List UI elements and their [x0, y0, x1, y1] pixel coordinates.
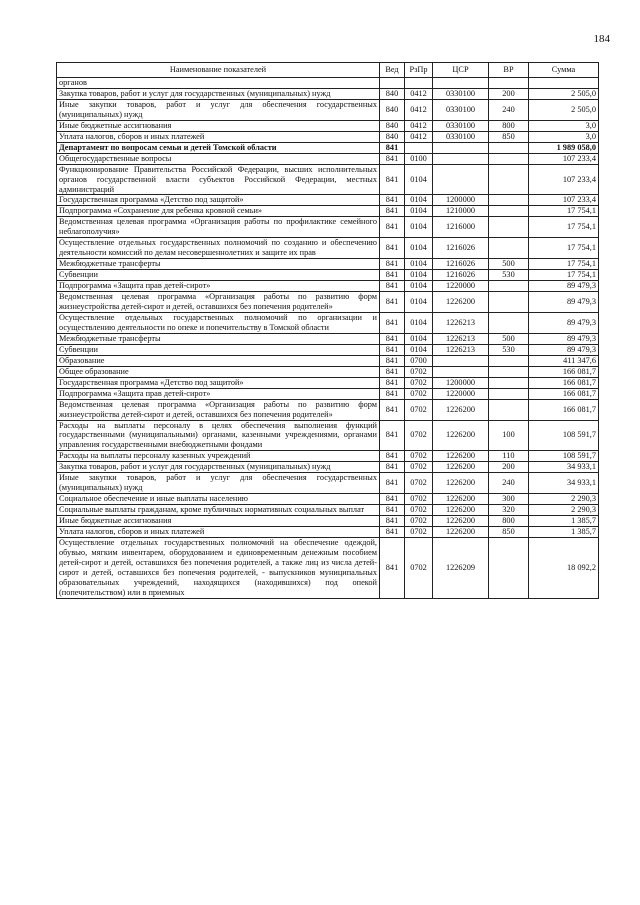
- cell-rzpr: 0700: [405, 355, 433, 366]
- table-row: [57, 505, 599, 516]
- page-number: 184: [593, 33, 610, 45]
- cell-sum: 1 989 058,0: [529, 142, 599, 153]
- cell-vr: [489, 355, 529, 366]
- cell-rzpr: 0702: [405, 494, 433, 505]
- cell-csr: 1226200: [433, 505, 489, 516]
- cell-sum: 166 081,7: [529, 388, 599, 399]
- cell-rzpr: 0412: [405, 88, 433, 99]
- cell-sum: 2 505,0: [529, 88, 599, 99]
- cell-ved: 841: [380, 462, 405, 473]
- cell-ved: 841: [380, 451, 405, 462]
- cell-csr: [433, 153, 489, 164]
- cell-ved: 841: [380, 333, 405, 344]
- table-row: [57, 473, 599, 494]
- header-sum: Сумма: [529, 63, 599, 78]
- cell-sum: 17 754,1: [529, 206, 599, 217]
- cell-name: Подпрограмма «Защита прав детей-сирот»: [57, 281, 380, 292]
- cell-vr: 800: [489, 516, 529, 527]
- table-row: [57, 451, 599, 462]
- cell-name: Субвенции: [57, 270, 380, 281]
- cell-sum: 89 479,3: [529, 312, 599, 333]
- cell-ved: 841: [380, 537, 405, 598]
- cell-csr: 0330100: [433, 120, 489, 131]
- cell-rzpr: 0412: [405, 131, 433, 142]
- table-row: [57, 281, 599, 292]
- cell-ved: 841: [380, 516, 405, 527]
- cell-csr: 1220000: [433, 388, 489, 399]
- header-csr: ЦСР: [433, 63, 489, 78]
- cell-name-text: Осуществление отдельных государственных полномочий на обеспечение одеждой, обувью, мягким инвентарем, оборудованием и единовременным денежным пособием детей-сирот и детей, оставшихся без попечения родителей, а также лиц из числа детей-сирот и детей, оставшихся без попечения родителей, - выпускников муниципальных образовательных учреждений, находящихся (находившихся) под опекой (попечительством) или в приемных: [59, 537, 377, 597]
- cell-csr: [433, 366, 489, 377]
- cell-sum: 18 092,2: [529, 537, 599, 598]
- cell-sum: 108 591,7: [529, 451, 599, 462]
- cell-vr: [489, 78, 529, 89]
- cell-rzpr: 0104: [405, 281, 433, 292]
- cell-vr: 530: [489, 344, 529, 355]
- cell-vr: 300: [489, 494, 529, 505]
- cell-rzpr: 0702: [405, 388, 433, 399]
- cell-ved: 841: [380, 377, 405, 388]
- table-header-row: [57, 63, 599, 78]
- cell-ved: 841: [380, 355, 405, 366]
- cell-sum: 2 290,3: [529, 505, 599, 516]
- cell-rzpr: 0104: [405, 259, 433, 270]
- cell-csr: 0330100: [433, 131, 489, 142]
- cell-sum: 17 754,1: [529, 259, 599, 270]
- cell-name: Общее образование: [57, 366, 380, 377]
- cell-sum: 34 933,1: [529, 473, 599, 494]
- cell-rzpr: 0702: [405, 451, 433, 462]
- cell-name: Департамент по вопросам семьи и детей Томской области: [57, 142, 380, 153]
- cell-vr: [489, 142, 529, 153]
- cell-rzpr: 0702: [405, 420, 433, 451]
- cell-sum: 17 754,1: [529, 270, 599, 281]
- cell-ved: 841: [380, 238, 405, 259]
- cell-sum: 17 754,1: [529, 217, 599, 238]
- cell-name: Образование: [57, 355, 380, 366]
- cell-vr: 200: [489, 88, 529, 99]
- cell-rzpr: 0412: [405, 120, 433, 131]
- table-row: [57, 377, 599, 388]
- cell-ved: 840: [380, 88, 405, 99]
- cell-csr: 1216026: [433, 270, 489, 281]
- cell-ved: 841: [380, 505, 405, 516]
- table-row: [57, 292, 599, 313]
- cell-name: Иные бюджетные ассигнования: [57, 516, 380, 527]
- cell-vr: [489, 366, 529, 377]
- cell-vr: 320: [489, 505, 529, 516]
- cell-csr: 0330100: [433, 88, 489, 99]
- cell-ved: 841: [380, 270, 405, 281]
- cell-csr: [433, 78, 489, 89]
- cell-name: Иные закупки товаров, работ и услуг для обеспечения государственных (муниципальных) нужд: [57, 99, 380, 120]
- cell-csr: 1226200: [433, 292, 489, 313]
- cell-rzpr: 0104: [405, 217, 433, 238]
- table-row: [57, 388, 599, 399]
- cell-rzpr: [405, 78, 433, 89]
- table-row: [57, 312, 599, 333]
- cell-ved: 841: [380, 366, 405, 377]
- cell-vr: [489, 377, 529, 388]
- cell-rzpr: 0104: [405, 238, 433, 259]
- cell-csr: [433, 142, 489, 153]
- cell-csr: 1216026: [433, 259, 489, 270]
- cell-csr: 1226200: [433, 399, 489, 420]
- cell-name: Уплата налогов, сборов и иных платежей: [57, 131, 380, 142]
- table-row: [57, 164, 599, 195]
- cell-sum: 34 933,1: [529, 462, 599, 473]
- cell-name: органов: [57, 78, 380, 89]
- cell-vr: [489, 281, 529, 292]
- cell-vr: [489, 217, 529, 238]
- cell-rzpr: 0104: [405, 292, 433, 313]
- cell-rzpr: 0104: [405, 344, 433, 355]
- cell-sum: 3,0: [529, 120, 599, 131]
- cell-vr: 200: [489, 462, 529, 473]
- cell-ved: 841: [380, 153, 405, 164]
- cell-vr: 110: [489, 451, 529, 462]
- cell-sum: 107 233,4: [529, 164, 599, 195]
- cell-vr: [489, 153, 529, 164]
- cell-vr: [489, 388, 529, 399]
- cell-rzpr: 0702: [405, 366, 433, 377]
- cell-rzpr: 0104: [405, 312, 433, 333]
- cell-sum: 1 385,7: [529, 527, 599, 538]
- cell-sum: 108 591,7: [529, 420, 599, 451]
- table-row: [57, 537, 599, 598]
- table-row: [57, 527, 599, 538]
- table-row: [57, 120, 599, 131]
- cell-name: Иные закупки товаров, работ и услуг для обеспечения государственных (муниципальных) нужд: [57, 473, 380, 494]
- cell-name: Функционирование Правительства Российской Федерации, высших исполнительных органов государственной власти субъектов Российской Федерации, местных администраций: [57, 164, 380, 195]
- cell-sum: 1 385,7: [529, 516, 599, 527]
- cell-rzpr: 0702: [405, 473, 433, 494]
- table-row: [57, 238, 599, 259]
- cell-csr: 1226200: [433, 494, 489, 505]
- cell-name: Ведомственная целевая программа «Организация работы по развитию форм жизнеустройства детей-сирот и детей, оставшихся без попечения родителей»: [57, 399, 380, 420]
- budget-table: [56, 62, 599, 599]
- cell-name: Субвенции: [57, 344, 380, 355]
- cell-vr: 240: [489, 99, 529, 120]
- cell-ved: 841: [380, 388, 405, 399]
- cell-name: [57, 537, 380, 598]
- cell-ved: 840: [380, 99, 405, 120]
- cell-vr: [489, 238, 529, 259]
- cell-name: Межбюджетные трансферты: [57, 259, 380, 270]
- cell-csr: 1226200: [433, 462, 489, 473]
- cell-ved: 841: [380, 344, 405, 355]
- cell-ved: 841: [380, 217, 405, 238]
- cell-ved: 841: [380, 206, 405, 217]
- cell-csr: 1226200: [433, 516, 489, 527]
- table-row: [57, 494, 599, 505]
- table-row: [57, 355, 599, 366]
- cell-name: Государственная программа «Детство под защитой»: [57, 195, 380, 206]
- cell-vr: [489, 537, 529, 598]
- cell-ved: 841: [380, 494, 405, 505]
- cell-sum: 166 081,7: [529, 377, 599, 388]
- cell-name: Расходы на выплаты персоналу казенных учреждений: [57, 451, 380, 462]
- cell-ved: 841: [380, 259, 405, 270]
- cell-vr: [489, 195, 529, 206]
- cell-rzpr: 0100: [405, 153, 433, 164]
- cell-vr: [489, 206, 529, 217]
- cell-vr: [489, 164, 529, 195]
- table-row: [57, 333, 599, 344]
- table-row: [57, 195, 599, 206]
- table-row: [57, 366, 599, 377]
- cell-vr: [489, 292, 529, 313]
- cell-rzpr: 0104: [405, 164, 433, 195]
- cell-csr: 1226200: [433, 420, 489, 451]
- cell-vr: 500: [489, 259, 529, 270]
- cell-name: Подпрограмма «Защита прав детей-сирот»: [57, 388, 380, 399]
- cell-csr: 1216026: [433, 238, 489, 259]
- table-row: [57, 399, 599, 420]
- cell-sum: 3,0: [529, 131, 599, 142]
- cell-rzpr: 0702: [405, 527, 433, 538]
- table-row: [57, 88, 599, 99]
- cell-name: Уплата налогов, сборов и иных платежей: [57, 527, 380, 538]
- table-row: [57, 420, 599, 451]
- cell-vr: 530: [489, 270, 529, 281]
- cell-csr: [433, 355, 489, 366]
- cell-csr: 1226200: [433, 451, 489, 462]
- cell-csr: 1226213: [433, 333, 489, 344]
- cell-sum: 89 479,3: [529, 333, 599, 344]
- cell-sum: 2 505,0: [529, 99, 599, 120]
- table-row: [57, 217, 599, 238]
- cell-vr: 800: [489, 120, 529, 131]
- cell-sum: 17 754,1: [529, 238, 599, 259]
- cell-ved: [380, 78, 405, 89]
- cell-sum: 89 479,3: [529, 292, 599, 313]
- header-name: Наименование показателей: [57, 63, 380, 78]
- cell-ved: 841: [380, 473, 405, 494]
- cell-name: Социальные выплаты гражданам, кроме публичных нормативных социальных выплат: [57, 505, 380, 516]
- table-row: [57, 78, 599, 89]
- cell-ved: 841: [380, 312, 405, 333]
- cell-rzpr: 0702: [405, 399, 433, 420]
- cell-rzpr: [405, 142, 433, 153]
- cell-rzpr: 0104: [405, 206, 433, 217]
- cell-ved: 841: [380, 164, 405, 195]
- cell-csr: 1226200: [433, 473, 489, 494]
- cell-ved: 841: [380, 292, 405, 313]
- table-row: [57, 344, 599, 355]
- cell-name: Государственная программа «Детство под защитой»: [57, 377, 380, 388]
- cell-csr: 1200000: [433, 377, 489, 388]
- cell-sum: 89 479,3: [529, 344, 599, 355]
- cell-rzpr: 0104: [405, 270, 433, 281]
- cell-sum: 166 081,7: [529, 366, 599, 377]
- cell-ved: 841: [380, 195, 405, 206]
- cell-name: Расходы на выплаты персоналу в целях обеспечения выполнения функций государственными (муниципальными) органами, казенными учреждениями, органами управления государственными внебюджетными фондами: [57, 420, 380, 451]
- cell-name: Осуществление отдельных государственных полномочий по организации и осуществлению деятельности по опеке и попечительству в Томской области: [57, 312, 380, 333]
- cell-vr: 500: [489, 333, 529, 344]
- cell-rzpr: 0412: [405, 99, 433, 120]
- cell-sum: 107 233,4: [529, 195, 599, 206]
- cell-vr: 240: [489, 473, 529, 494]
- cell-sum: 89 479,3: [529, 281, 599, 292]
- header-vr: ВР: [489, 63, 529, 78]
- cell-sum: 411 347,6: [529, 355, 599, 366]
- cell-rzpr: 0702: [405, 505, 433, 516]
- cell-name: Осуществление отдельных государственных полномочий по созданию и обеспечению деятельности комиссий по делам несовершеннолетних и защите их прав: [57, 238, 380, 259]
- cell-name: Межбюджетные трансферты: [57, 333, 380, 344]
- cell-rzpr: 0104: [405, 333, 433, 344]
- cell-csr: 1226200: [433, 527, 489, 538]
- cell-rzpr: 0702: [405, 537, 433, 598]
- cell-ved: 841: [380, 399, 405, 420]
- cell-name: Закупка товаров, работ и услуг для государственных (муниципальных) нужд: [57, 462, 380, 473]
- cell-ved: 840: [380, 131, 405, 142]
- cell-ved: 841: [380, 527, 405, 538]
- cell-csr: 1226213: [433, 344, 489, 355]
- cell-rzpr: 0702: [405, 462, 433, 473]
- cell-ved: 841: [380, 420, 405, 451]
- cell-ved: 840: [380, 120, 405, 131]
- cell-vr: 850: [489, 527, 529, 538]
- cell-csr: [433, 164, 489, 195]
- table-row: [57, 153, 599, 164]
- table-row: [57, 270, 599, 281]
- cell-vr: [489, 312, 529, 333]
- cell-vr: [489, 399, 529, 420]
- cell-csr: 1226213: [433, 312, 489, 333]
- cell-csr: 1210000: [433, 206, 489, 217]
- header-ved: Вед: [380, 63, 405, 78]
- cell-sum: [529, 78, 599, 89]
- cell-name: Подпрограмма «Сохранение для ребенка кровной семьи»: [57, 206, 380, 217]
- table-row: [57, 99, 599, 120]
- cell-sum: 166 081,7: [529, 399, 599, 420]
- cell-rzpr: 0104: [405, 195, 433, 206]
- header-rzpr: РзПр: [405, 63, 433, 78]
- cell-ved: 841: [380, 281, 405, 292]
- cell-csr: 1216000: [433, 217, 489, 238]
- table-row: [57, 142, 599, 153]
- cell-sum: 2 290,3: [529, 494, 599, 505]
- cell-rzpr: 0702: [405, 377, 433, 388]
- cell-ved: 841: [380, 142, 405, 153]
- cell-vr: 850: [489, 131, 529, 142]
- cell-name: Иные бюджетные ассигнования: [57, 120, 380, 131]
- cell-name: Социальное обеспечение и иные выплаты населению: [57, 494, 380, 505]
- table-row: [57, 131, 599, 142]
- table-row: [57, 259, 599, 270]
- cell-csr: 0330100: [433, 99, 489, 120]
- cell-vr: 100: [489, 420, 529, 451]
- cell-name: Общегосударственные вопросы: [57, 153, 380, 164]
- cell-sum: 107 233,4: [529, 153, 599, 164]
- cell-csr: 1200000: [433, 195, 489, 206]
- table-row: [57, 516, 599, 527]
- cell-csr: 1226209: [433, 537, 489, 598]
- cell-name: Ведомственная целевая программа «Организация работы по профилактике семейного неблагополучия»: [57, 217, 380, 238]
- cell-csr: 1220000: [433, 281, 489, 292]
- table-row: [57, 206, 599, 217]
- cell-name: Ведомственная целевая программа «Организация работы по развитию форм жизнеустройства детей-сирот и детей, оставшихся без попечения родителей»: [57, 292, 380, 313]
- cell-name: Закупка товаров, работ и услуг для государственных (муниципальных) нужд: [57, 88, 380, 99]
- cell-rzpr: 0702: [405, 516, 433, 527]
- table-row: [57, 462, 599, 473]
